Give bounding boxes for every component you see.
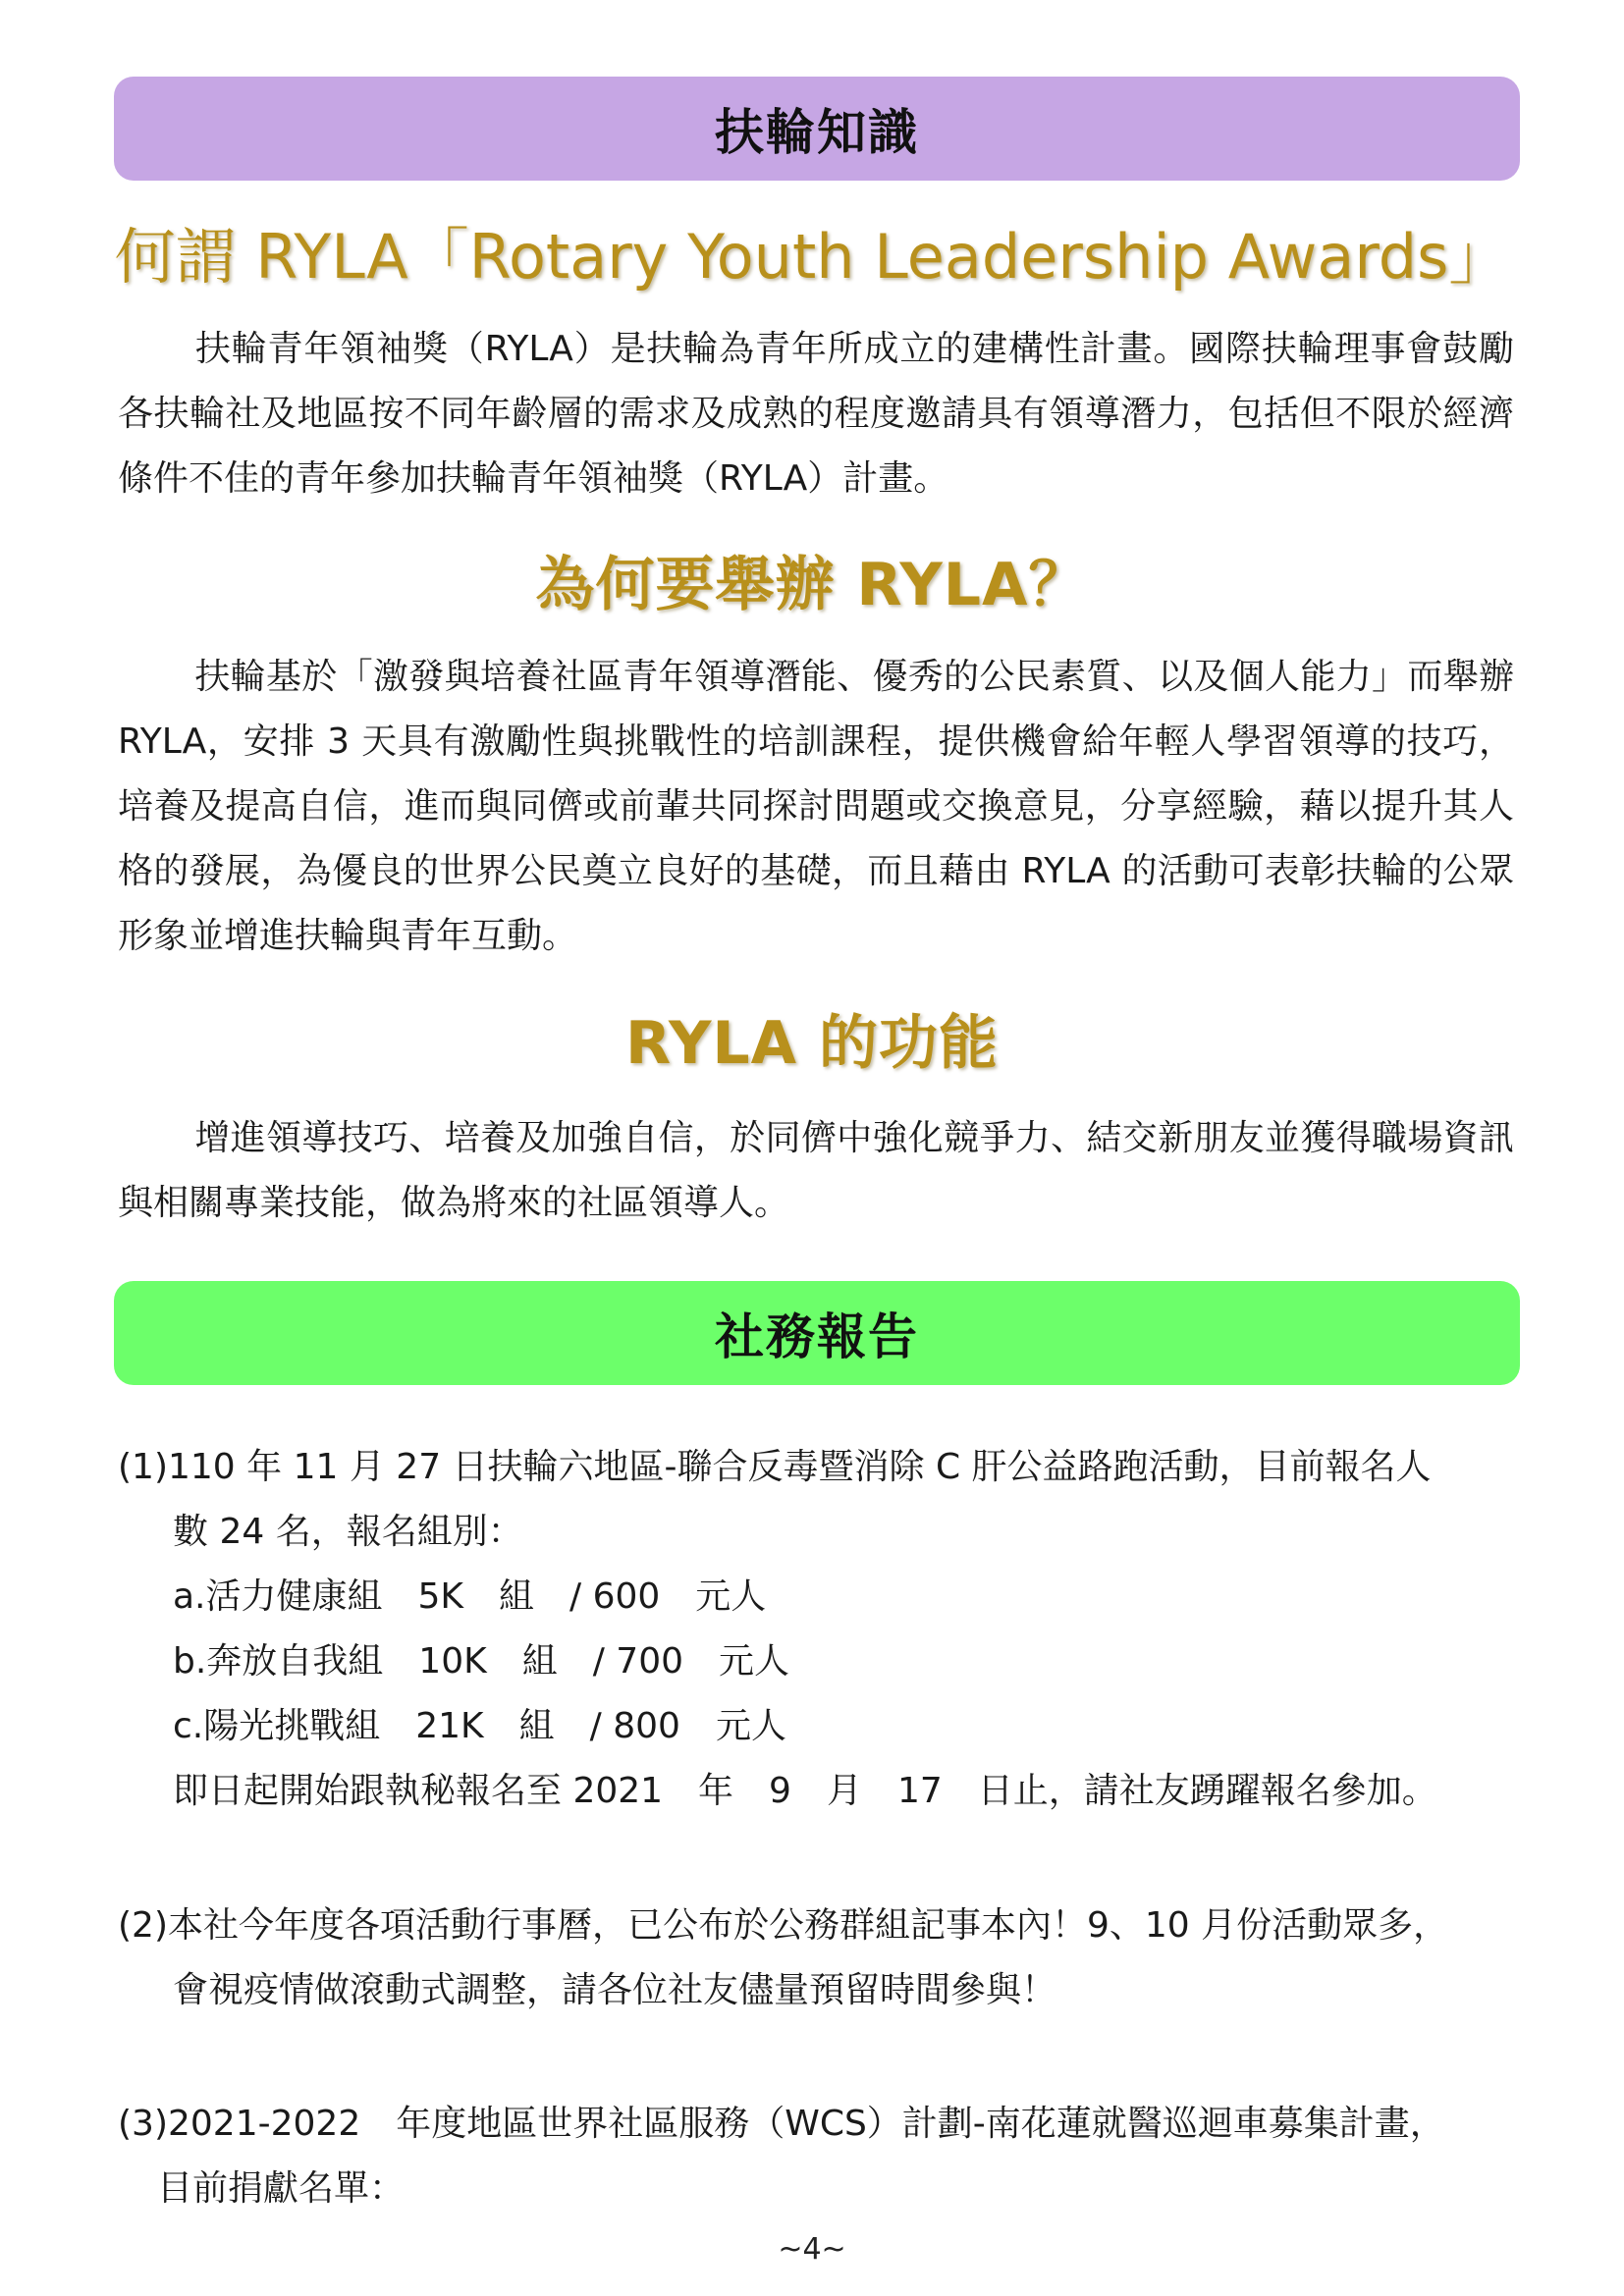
paragraph-ryla-definition <box>118 317 1514 511</box>
report-item-3 <box>118 2092 1522 2221</box>
paragraph-text: 扶輪青年領袖獎（RYLA）是扶輪為青年所成立的建構性計畫。國際扶輪理事會鼓勵各扶輪社及地區按不同年齡層的需求及成熟的程度邀請具有領導潛力，包括但不限於經濟條件不佳的青年參加扶輪青年領袖獎（RYLA）計畫。 <box>118 329 1514 499</box>
report-item-line: (3)2021-2022 年度地區世界社區服務（WCS）計劃-南花蓮就醫巡迴車募集計畫， <box>118 2104 1445 2144</box>
report-item-line: 數 24 名，報名組別： <box>173 1512 523 1552</box>
registration-deadline: 即日起開始跟執秘報名至 2021 年 9 月 17 日止，請社友踴躍報名參加。 <box>173 1771 1437 1811</box>
report-item-1 <box>118 1435 1522 1824</box>
paragraph-ryla-function <box>118 1106 1514 1236</box>
registration-group-c: c.陽光挑戰組 21K 組 / 800 元人 <box>173 1706 786 1746</box>
section-banner-club-report: 社務報告 <box>114 1281 1520 1385</box>
registration-group-a: a.活力健康組 5K 組 / 600 元人 <box>173 1576 767 1617</box>
paragraph-text: 扶輪基於「激發與培養社區青年領導潛能、優秀的公民素質、以及個人能力」而舉辦 RYLA，安排 3 天具有激勵性與挑戰性的培訓課程，提供機會給年輕人學習領導的技巧，培養及提高自信，進而與同儕或前輩共同探討問題或交換意見，分享經驗，藉以提升其人格的發展，為優良的世界公民奠立良好的基礎，而且藉由 RYLA 的活動可表彰扶輪的公眾形象並增進扶輪與青年互動。 <box>118 657 1514 956</box>
registration-group-b: b.奔放自我組 10K 組 / 700 元人 <box>173 1641 789 1682</box>
report-item-line: (1)110 年 11 月 27 日扶輪六地區-聯合反毒暨消除 C 肝公益路跑活動，目前報名人 <box>118 1447 1432 1487</box>
paragraph-text: 增進領導技巧、培養及加強自信，於同儕中強化競爭力、結交新朋友並獲得職場資訊與相關專業技能，做為將來的社區領導人。 <box>118 1118 1514 1223</box>
page-number: ~4~ <box>778 2232 846 2267</box>
section-banner-rotary-knowledge: 扶輪知識 <box>114 77 1520 181</box>
report-item-line: 目前捐獻名單： <box>157 2168 406 2209</box>
heading-ryla-function: RYLA 的功能 <box>625 1009 999 1078</box>
heading-why-ryla: 為何要舉辦 RYLA？ <box>535 551 1089 619</box>
report-item-2 <box>118 1894 1522 2023</box>
paragraph-why-ryla <box>118 645 1514 969</box>
heading-what-is-ryla: 何謂 RYLA「Rotary Youth Leadership Awards」 <box>114 221 1510 293</box>
report-item-line: (2)本社今年度各項活動行事曆，已公布於公務群組記事本內！9、10 月份活動眾多， <box>118 1905 1449 1946</box>
report-item-line: 會視疫情做滾動式調整，請各位社友儘量預留時間參與！ <box>173 1970 1057 2010</box>
